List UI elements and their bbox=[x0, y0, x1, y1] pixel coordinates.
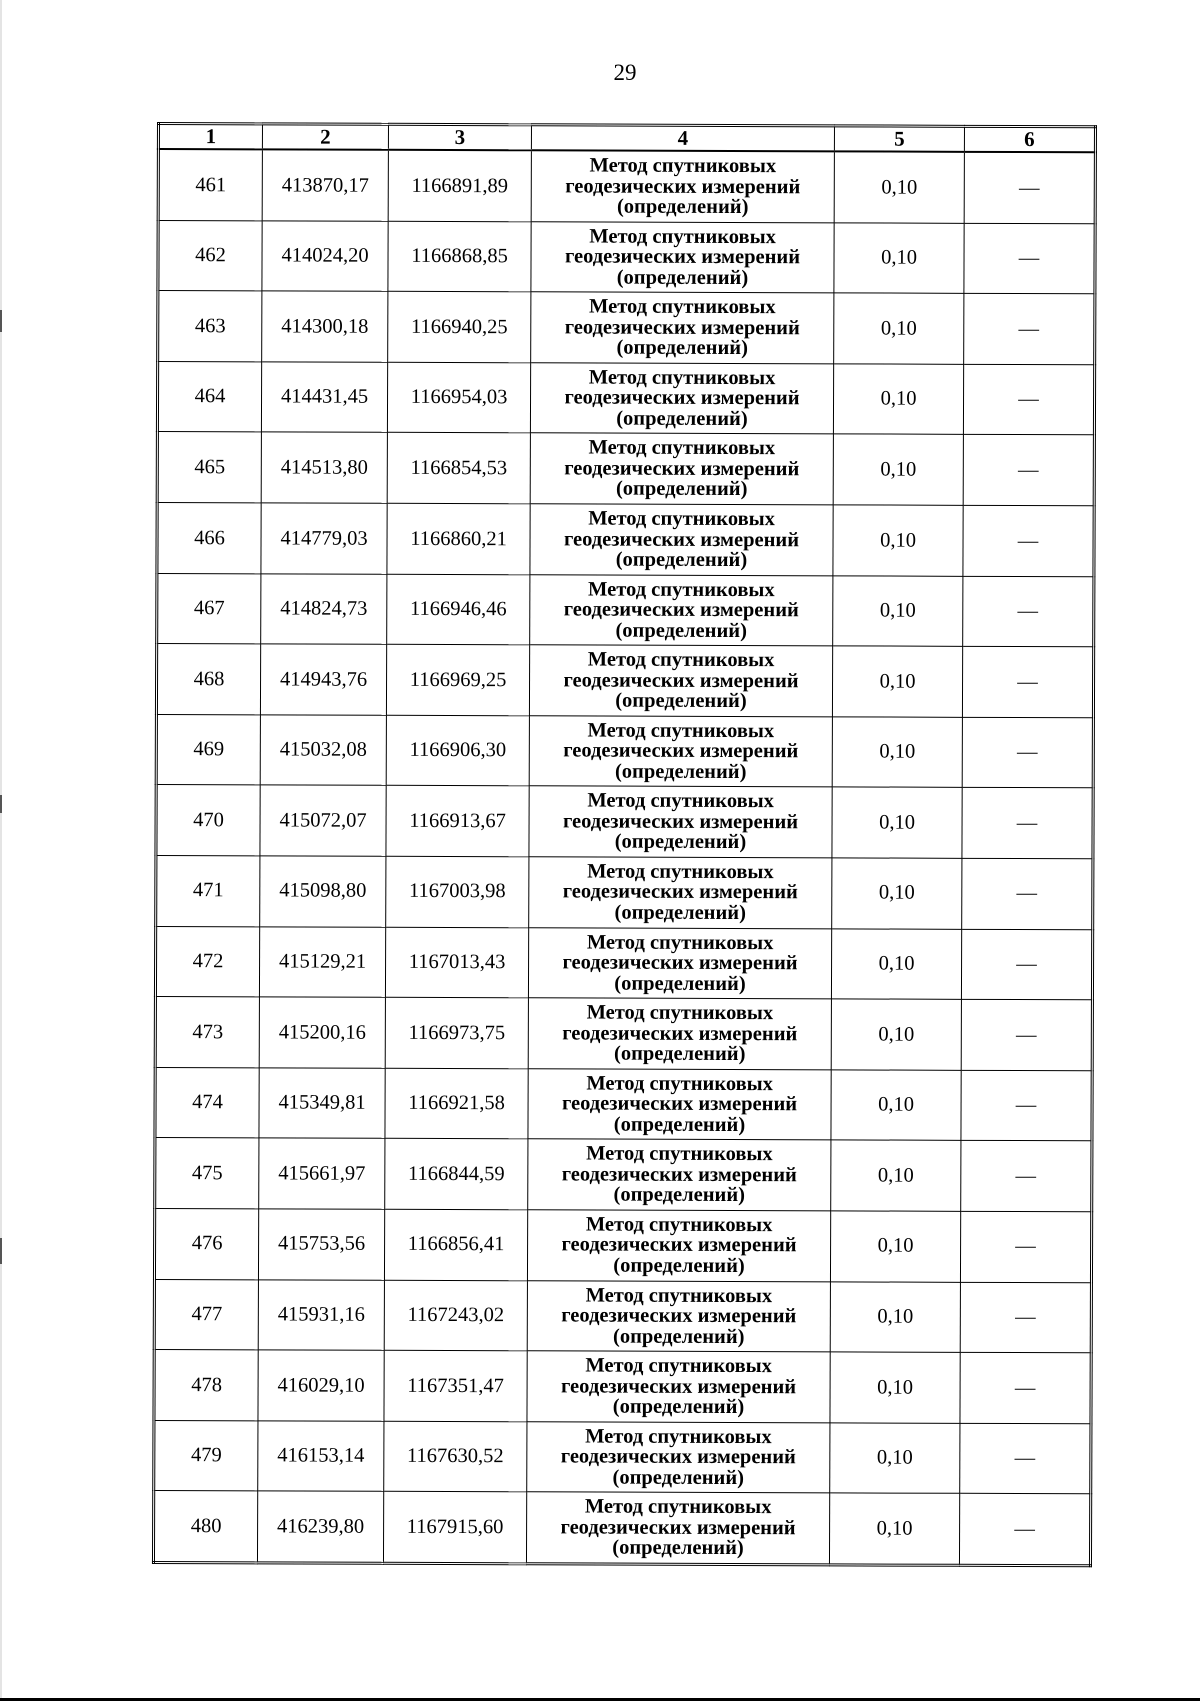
table-header-row bbox=[158, 124, 1095, 153]
y-coordinate-cell: 1166906,30 bbox=[386, 715, 529, 786]
method-cell bbox=[529, 645, 832, 717]
point-number-cell: 479 bbox=[154, 1420, 258, 1491]
method-line: (определений) bbox=[614, 972, 746, 995]
coordinates-table bbox=[152, 122, 1097, 1567]
x-coordinate-cell: 414824,73 bbox=[261, 573, 387, 644]
method-line: геодезических измерений bbox=[564, 386, 800, 410]
method-line: Метод спутниковых bbox=[585, 1284, 773, 1307]
y-coordinate-cell: 1167013,43 bbox=[385, 927, 528, 998]
accuracy-cell: 0,10 bbox=[832, 717, 962, 788]
method-line: (определений) bbox=[615, 689, 747, 713]
method-line: Метод спутниковых bbox=[589, 295, 776, 319]
method-line: Метод спутниковых bbox=[588, 507, 775, 531]
method-line: Метод спутниковых bbox=[587, 860, 774, 884]
col-header-4: 4 bbox=[531, 125, 834, 152]
x-coordinate-cell: 415098,80 bbox=[260, 856, 386, 927]
point-number-cell: 471 bbox=[156, 855, 260, 926]
method-line: Метод спутниковых bbox=[588, 436, 776, 460]
y-coordinate-cell: 1166973,75 bbox=[385, 997, 528, 1068]
y-coordinate-cell: 1166856,41 bbox=[384, 1209, 527, 1280]
method-cell bbox=[531, 292, 834, 364]
table-row bbox=[158, 149, 1095, 223]
method-line: геодезических измерений bbox=[562, 810, 799, 834]
method-cell bbox=[528, 1069, 831, 1141]
method-line: Метод спутниковых bbox=[585, 1354, 772, 1378]
y-coordinate-cell: 1167630,52 bbox=[384, 1421, 527, 1492]
accuracy-cell: 0,10 bbox=[833, 364, 963, 435]
col-header-1: 1 bbox=[158, 124, 262, 150]
note-cell: — bbox=[964, 294, 1095, 365]
col-header-3: 3 bbox=[388, 124, 531, 150]
note-cell: — bbox=[960, 1211, 1091, 1282]
method-line: Метод спутниковых bbox=[584, 1495, 772, 1519]
x-coordinate-cell: 415032,08 bbox=[260, 715, 386, 786]
note-cell: — bbox=[963, 435, 1094, 506]
y-coordinate-cell: 1167003,98 bbox=[386, 856, 529, 927]
accuracy-cell: 0,10 bbox=[831, 1070, 961, 1141]
method-cell bbox=[530, 504, 833, 576]
method-cell bbox=[526, 1492, 829, 1565]
y-coordinate-cell: 1166969,25 bbox=[386, 644, 529, 715]
table-row bbox=[156, 644, 1093, 718]
x-coordinate-cell: 414024,20 bbox=[262, 220, 388, 291]
note-cell: — bbox=[961, 1070, 1092, 1141]
method-line: геодезических измерений bbox=[564, 316, 800, 339]
method-line: (определений) bbox=[616, 336, 748, 360]
method-line: Метод спутниковых bbox=[586, 1142, 773, 1166]
table-row bbox=[156, 714, 1093, 788]
accuracy-cell: 0,10 bbox=[829, 1493, 959, 1565]
note-cell: — bbox=[960, 1423, 1091, 1494]
method-cell bbox=[529, 716, 832, 788]
x-coordinate-cell: 416029,10 bbox=[258, 1350, 384, 1421]
accuracy-cell: 0,10 bbox=[834, 222, 964, 293]
method-line: Метод спутниковых bbox=[587, 648, 775, 672]
y-coordinate-cell: 1166854,53 bbox=[387, 433, 530, 504]
point-number-cell: 477 bbox=[154, 1279, 258, 1350]
accuracy-cell: 0,10 bbox=[834, 151, 964, 223]
method-line: (определений) bbox=[613, 1183, 746, 1207]
note-cell: — bbox=[960, 1282, 1091, 1353]
method-line: Метод спутниковых bbox=[589, 225, 776, 248]
x-coordinate-cell: 415129,21 bbox=[259, 926, 385, 997]
y-coordinate-cell: 1166954,03 bbox=[387, 362, 530, 433]
note-cell: — bbox=[963, 364, 1094, 435]
point-number-cell: 478 bbox=[154, 1350, 258, 1421]
note-cell: — bbox=[963, 576, 1094, 647]
point-number-cell: 463 bbox=[158, 291, 262, 362]
method-cell bbox=[527, 1421, 830, 1493]
point-number-cell: 480 bbox=[153, 1491, 257, 1563]
accuracy-cell: 0,10 bbox=[832, 858, 962, 929]
point-number-cell: 476 bbox=[154, 1208, 258, 1279]
y-coordinate-cell: 1166860,21 bbox=[387, 503, 530, 574]
note-cell: — bbox=[961, 929, 1092, 1000]
point-number-cell: 474 bbox=[155, 1067, 259, 1138]
method-line: (определений) bbox=[614, 760, 747, 783]
y-coordinate-cell: 1166891,89 bbox=[388, 150, 531, 222]
y-coordinate-cell: 1166868,85 bbox=[388, 221, 531, 292]
accuracy-cell: 0,10 bbox=[832, 787, 962, 858]
scan-mark bbox=[0, 310, 2, 332]
method-line: геодезических измерений bbox=[564, 245, 801, 269]
accuracy-cell: 0,10 bbox=[833, 575, 963, 646]
x-coordinate-cell: 415931,16 bbox=[258, 1279, 384, 1350]
table-row bbox=[157, 502, 1094, 576]
method-cell bbox=[529, 857, 832, 929]
x-coordinate-cell: 415072,07 bbox=[260, 785, 386, 856]
method-cell bbox=[528, 927, 831, 999]
method-line: Метод спутниковых bbox=[585, 1425, 772, 1448]
method-line: Метод спутниковых bbox=[589, 154, 777, 178]
method-line: геодезических измерений bbox=[562, 951, 798, 975]
method-line: геодезических измерений bbox=[563, 598, 799, 622]
method-cell bbox=[527, 1210, 830, 1282]
table-row bbox=[157, 432, 1094, 506]
method-line: геодезических измерений bbox=[563, 669, 799, 692]
y-coordinate-cell: 1167351,47 bbox=[384, 1350, 527, 1421]
method-line: Метод спутниковых bbox=[588, 578, 775, 601]
method-line: (определений) bbox=[616, 407, 748, 430]
point-number-cell: 475 bbox=[155, 1138, 259, 1209]
method-cell bbox=[530, 433, 833, 505]
page-number: 29 bbox=[613, 60, 637, 85]
y-coordinate-cell: 1166921,58 bbox=[385, 1068, 528, 1139]
method-line: Метод спутниковых bbox=[586, 1072, 773, 1095]
table-body bbox=[153, 149, 1095, 1566]
accuracy-cell: 0,10 bbox=[830, 1211, 960, 1282]
point-number-cell: 461 bbox=[158, 149, 262, 220]
table-row bbox=[155, 1138, 1092, 1212]
accuracy-cell: 0,10 bbox=[832, 646, 962, 717]
accuracy-cell: 0,10 bbox=[833, 434, 963, 505]
y-coordinate-cell: 1166844,59 bbox=[385, 1139, 528, 1210]
method-line: геодезических измерений bbox=[563, 739, 799, 763]
note-cell: — bbox=[962, 788, 1093, 859]
point-number-cell: 466 bbox=[157, 502, 261, 573]
method-line: (определений) bbox=[613, 1254, 745, 1278]
col-header-2: 2 bbox=[262, 124, 388, 150]
x-coordinate-cell: 414300,18 bbox=[262, 291, 388, 362]
method-line: (определений) bbox=[612, 1395, 745, 1419]
method-line: Метод спутниковых bbox=[586, 1001, 774, 1025]
method-line: (определений) bbox=[614, 830, 747, 854]
note-cell: — bbox=[959, 1494, 1090, 1566]
note-cell: — bbox=[963, 505, 1094, 576]
method-cell bbox=[528, 998, 831, 1070]
x-coordinate-cell: 415753,56 bbox=[258, 1209, 384, 1280]
method-line: (определений) bbox=[616, 195, 749, 219]
x-coordinate-cell: 415200,16 bbox=[259, 997, 385, 1068]
method-line: геодезических измерений bbox=[562, 1022, 798, 1045]
table-row bbox=[154, 1420, 1091, 1494]
table-row bbox=[153, 1491, 1090, 1566]
method-line: Метод спутниковых bbox=[586, 931, 774, 954]
y-coordinate-cell: 1167243,02 bbox=[384, 1280, 527, 1351]
accuracy-cell: 0,10 bbox=[833, 505, 963, 576]
method-line: (определений) bbox=[612, 1466, 745, 1489]
method-cell bbox=[531, 221, 834, 293]
method-cell bbox=[527, 1351, 830, 1423]
accuracy-cell: 0,10 bbox=[834, 293, 964, 364]
method-line: геодезических измерений bbox=[565, 174, 801, 198]
method-line: геодезических измерений bbox=[561, 1092, 798, 1116]
y-coordinate-cell: 1166940,25 bbox=[388, 291, 531, 362]
table-row bbox=[155, 997, 1092, 1071]
method-cell bbox=[531, 150, 834, 222]
col-header-6: 6 bbox=[964, 126, 1095, 152]
x-coordinate-cell: 416239,80 bbox=[257, 1491, 383, 1563]
accuracy-cell: 0,10 bbox=[830, 1281, 960, 1352]
x-coordinate-cell: 414779,03 bbox=[261, 503, 387, 574]
method-cell bbox=[527, 1280, 830, 1352]
table-row bbox=[155, 926, 1092, 1000]
method-line: Метод спутниковых bbox=[587, 719, 775, 742]
point-number-cell: 464 bbox=[157, 361, 261, 432]
table-row bbox=[154, 1279, 1091, 1353]
col-header-5: 5 bbox=[834, 126, 964, 152]
method-line: (определений) bbox=[615, 478, 748, 501]
table-row bbox=[155, 1067, 1092, 1141]
scan-mark bbox=[0, 795, 2, 813]
accuracy-cell: 0,10 bbox=[831, 1140, 961, 1211]
accuracy-cell: 0,10 bbox=[830, 1352, 960, 1423]
point-number-cell: 468 bbox=[156, 644, 260, 715]
point-number-cell: 462 bbox=[158, 220, 262, 291]
note-cell: — bbox=[962, 858, 1093, 929]
method-line: геодезических измерений bbox=[561, 1375, 797, 1398]
note-cell: — bbox=[964, 152, 1095, 224]
method-cell bbox=[530, 574, 833, 646]
y-coordinate-cell: 1166946,46 bbox=[387, 574, 530, 645]
accuracy-cell: 0,10 bbox=[830, 1423, 960, 1494]
table-row bbox=[154, 1208, 1091, 1282]
note-cell: — bbox=[962, 646, 1093, 717]
method-line: (определений) bbox=[613, 1042, 746, 1066]
point-number-cell: 467 bbox=[157, 573, 261, 644]
x-coordinate-cell: 414513,80 bbox=[261, 432, 387, 503]
point-number-cell: 473 bbox=[155, 997, 259, 1068]
x-coordinate-cell: 415349,81 bbox=[259, 1068, 385, 1139]
point-number-cell: 470 bbox=[156, 785, 260, 856]
method-line: геодезических измерений bbox=[563, 527, 800, 551]
table-row bbox=[156, 785, 1093, 859]
note-cell: — bbox=[961, 999, 1092, 1070]
point-number-cell: 472 bbox=[155, 926, 259, 997]
method-line: геодезических измерений bbox=[561, 1163, 797, 1187]
method-line: Метод спутниковых bbox=[588, 366, 776, 389]
method-line: геодезических измерений bbox=[564, 457, 800, 481]
x-coordinate-cell: 413870,17 bbox=[262, 149, 388, 221]
method-line: Метод спутниковых bbox=[587, 789, 774, 813]
method-line: геодезических измерений bbox=[561, 1304, 797, 1328]
method-line: геодезических измерений bbox=[560, 1445, 796, 1469]
note-cell: — bbox=[960, 1352, 1091, 1423]
method-line: геодезических измерений bbox=[561, 1233, 797, 1257]
scan-mark bbox=[0, 1238, 2, 1264]
method-cell bbox=[528, 1139, 831, 1211]
method-line: (определений) bbox=[614, 901, 746, 925]
note-cell: — bbox=[961, 1141, 1092, 1212]
method-cell bbox=[530, 363, 833, 435]
y-coordinate-cell: 1166913,67 bbox=[386, 786, 529, 857]
x-coordinate-cell: 414431,45 bbox=[261, 362, 387, 433]
table-row bbox=[157, 361, 1094, 435]
point-number-cell: 469 bbox=[156, 714, 260, 785]
note-cell: — bbox=[964, 223, 1095, 294]
method-line: геодезических измерений bbox=[560, 1516, 796, 1540]
accuracy-cell: 0,10 bbox=[831, 999, 961, 1070]
method-cell bbox=[529, 786, 832, 858]
method-line: (определений) bbox=[616, 266, 749, 289]
table-row bbox=[154, 1350, 1091, 1424]
method-line: геодезических измерений bbox=[562, 880, 798, 904]
x-coordinate-cell: 414943,76 bbox=[260, 644, 386, 715]
table-row bbox=[157, 573, 1094, 647]
table-row bbox=[156, 855, 1093, 929]
accuracy-cell: 0,10 bbox=[831, 928, 961, 999]
method-line: Метод спутниковых bbox=[585, 1213, 773, 1237]
x-coordinate-cell: 415661,97 bbox=[259, 1138, 385, 1209]
x-coordinate-cell: 416153,14 bbox=[258, 1421, 384, 1492]
note-cell: — bbox=[962, 717, 1093, 788]
method-line: (определений) bbox=[615, 619, 747, 642]
y-coordinate-cell: 1167915,60 bbox=[383, 1492, 526, 1564]
method-line: (определений) bbox=[612, 1536, 744, 1560]
table-row bbox=[158, 220, 1095, 294]
method-line: (определений) bbox=[615, 548, 748, 572]
point-number-cell: 465 bbox=[157, 432, 261, 503]
method-line: (определений) bbox=[613, 1113, 746, 1136]
scan-edge bbox=[0, 0, 2, 1701]
table-row bbox=[158, 291, 1095, 365]
method-line: (определений) bbox=[612, 1325, 745, 1348]
